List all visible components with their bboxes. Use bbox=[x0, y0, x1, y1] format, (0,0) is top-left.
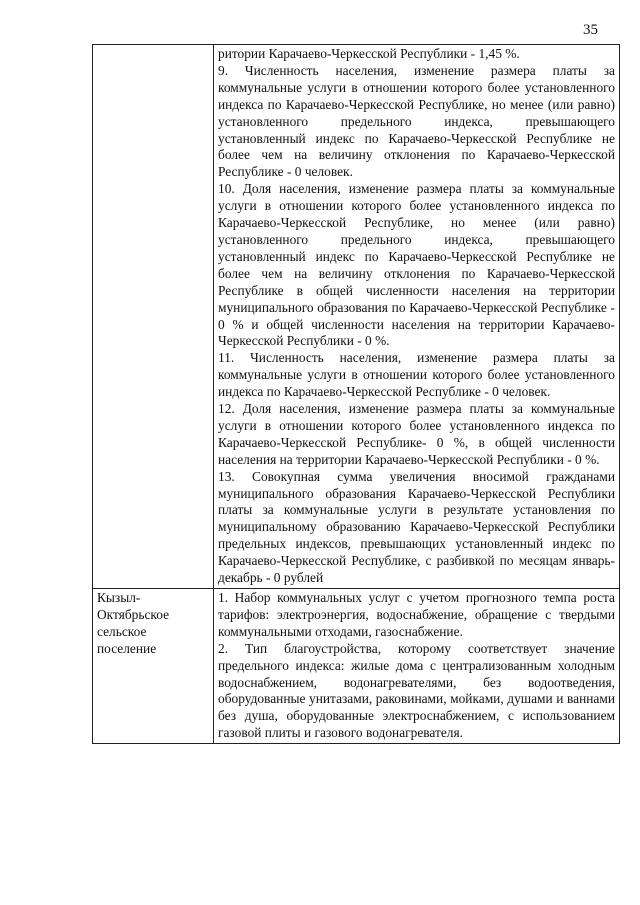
municipality-name-line: поселение bbox=[97, 640, 157, 656]
municipality-cell bbox=[93, 45, 214, 589]
paragraph: 12. Доля населения, изменение размера платы за коммунальные услуги в отношении которого более установленного индекса по Карачаево-Черкесской Республике- 0 %, в общей численности населения на территории Карачаево-Черкесской Республики - 0 %. bbox=[218, 401, 615, 467]
municipal-index-table bbox=[92, 44, 620, 744]
paragraph: ритории Карачаево-Черкесской Республики - 1,45 %. bbox=[218, 46, 520, 61]
table-row bbox=[93, 45, 620, 589]
paragraph: 11. Численность населения, изменение размера платы за коммунальные услуги в отношении которого более установленного индекса по Карачаево-Черкесской Республике - 0 человек. bbox=[218, 350, 615, 400]
municipality-cell bbox=[93, 589, 214, 744]
paragraph: 9. Численность населения, изменение размера платы за коммунальные услуги в отношении которого более установленного индекса по Карачаево-Черкесской Республике, но менее (или равно) установленного предельного индекса, превышающего установленный индекс по Карачаево-Черкесской Республике не более чем на величину отклонения по Карачаево-Черкесской Республике - 0 человек. bbox=[218, 62, 615, 180]
paragraph: 10. Доля населения, изменение размера платы за коммунальные услуги в отношении которого более установленного индекса по Карачаево-Черкесской Республике, но менее (или равно) установленного предельного индекса, превышающего установленный индекс по Карачаево-Черкесской Республике не более чем на величину отклонения по Карачаево-Черкесской Республике в общей численности населения на территории муниципального образования по Карачаево-Черкесской Республике - 0 % и общей численности населения на территории Карачаево-Черкесской Республики - 0 %. bbox=[218, 181, 615, 349]
page-number: 35 bbox=[583, 22, 598, 38]
municipality-name-line: Кызыл- bbox=[97, 590, 141, 605]
paragraph: 2. Тип благоустройства, которому соответствует значение предельного индекса: жилые дома с централизованным холодным водоснабжением, водонагревателями, без водоотведения, оборудованные унитазами, раковинами, мойками, душами и ваннами без душа, оборудованные электроснабжением, с использованием газовой плиты и газового водонагревателя. bbox=[218, 640, 615, 741]
description-cell bbox=[214, 589, 620, 744]
paragraph: 1. Набор коммунальных услуг с учетом прогнозного темпа роста тарифов: электроэнергия, водоснабжение, обращение с твердыми коммунальными отходами, газоснабжение. bbox=[218, 590, 615, 639]
municipality-name-line: Октябрьское bbox=[97, 606, 170, 622]
municipality-name-line: сельское bbox=[97, 623, 147, 639]
description-cell bbox=[214, 45, 620, 589]
table-row bbox=[93, 589, 620, 744]
paragraph: 13. Совокупная сумма увеличения вносимой гражданами муниципального образования Карачаево-Черкесской Республики платы за коммунальные услуги в результате установления по муниципальному образованию Карачаево-Черкесской Республики предельных индексов, превышающих установленный индекс по Карачаево-Черкесской Республике, с разбивкой по месяцам январь-декабрь - 0 рублей bbox=[218, 468, 615, 586]
